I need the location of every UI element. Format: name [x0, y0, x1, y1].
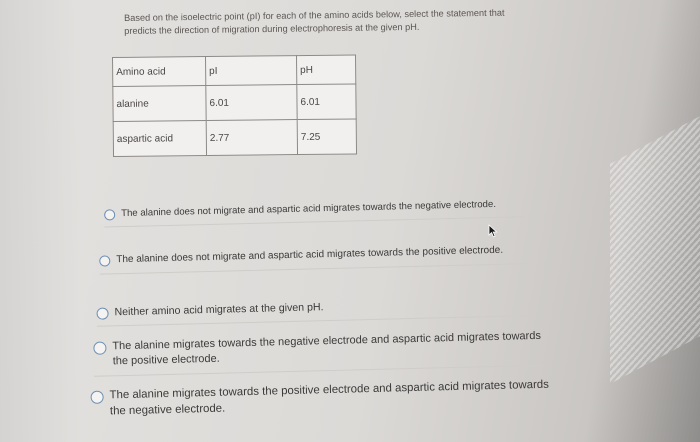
radio-button[interactable] [90, 391, 103, 404]
table-cell: 6.01 [297, 84, 356, 120]
table-cell: alanine [113, 86, 206, 122]
answer-option-label: Neither amino acid migrates at the given pH. [114, 301, 324, 319]
answer-option-3[interactable] [96, 295, 536, 327]
table-cell: 6.01 [206, 85, 297, 121]
answer-option-label: The alanine does not migrate and aspartic acid migrates towards the positive electrode. [116, 244, 504, 266]
screen-shadow [0, 0, 80, 442]
answer-option-label: The alanine does not migrate and aspartic acid migrates towards the negative electrode. [121, 198, 497, 220]
answer-options [84, 197, 554, 418]
amino-acid-table [112, 54, 357, 157]
table-row [113, 119, 356, 157]
answer-option-5[interactable] [90, 377, 551, 426]
answer-option-2[interactable] [99, 243, 529, 274]
table-cell: 2.77 [206, 120, 297, 156]
table-header-cell: pI [206, 56, 297, 86]
table-cell: aspartic acid [113, 121, 206, 157]
table-cell: 7.25 [297, 119, 356, 155]
radio-button[interactable] [93, 341, 106, 354]
table-row [113, 84, 356, 122]
radio-button[interactable] [96, 307, 108, 319]
radio-button[interactable] [99, 255, 110, 266]
question-prompt: Based on the isoelectric point (pI) for each of the amino acids below, select the statement that predicts the direction of migration during electrophoresis at the given pH. [124, 7, 505, 36]
radio-button[interactable] [104, 209, 115, 220]
answer-option-4[interactable] [93, 329, 544, 377]
answer-option-1[interactable] [104, 197, 524, 227]
table-header-cell: Amino acid [113, 57, 206, 87]
table-header-row [113, 55, 356, 87]
mouse-pointer-icon [487, 224, 499, 238]
screen-glare [610, 116, 700, 384]
answer-option-label: The alanine migrates towards the positive electrode and aspartic acid migrates towards the negative electrode. [109, 378, 550, 418]
table-header-cell: pH [296, 55, 355, 85]
answer-option-label: The alanine migrates towards the negative electrode and aspartic acid migrates towards the positive electrode. [112, 329, 542, 368]
